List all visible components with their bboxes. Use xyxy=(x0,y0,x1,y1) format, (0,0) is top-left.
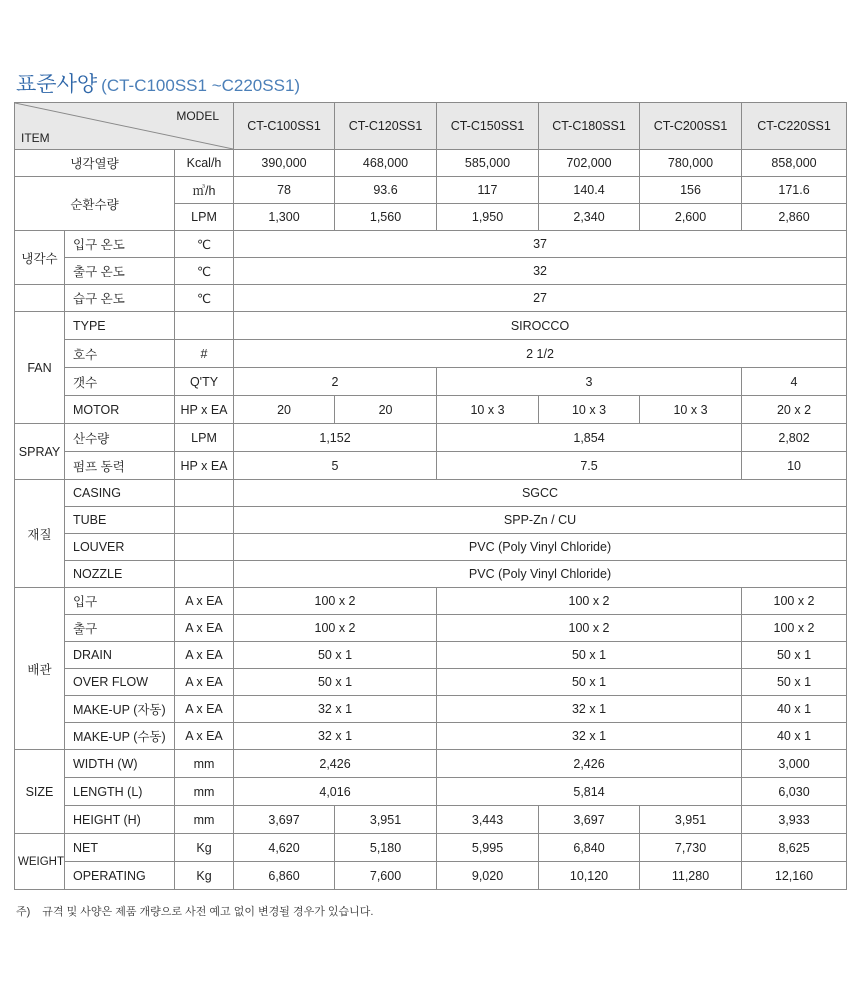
row-label: CASING xyxy=(65,480,175,507)
row-label: MOTOR xyxy=(65,396,175,424)
group-label: FAN xyxy=(15,312,65,424)
material-tube-row xyxy=(15,507,847,534)
model-label: MODEL xyxy=(176,109,220,123)
unit-cell: HP x EA xyxy=(175,452,234,480)
value-cell: 117 xyxy=(437,177,539,204)
unit-cell: Kg xyxy=(175,834,234,862)
spec-table xyxy=(14,102,847,890)
unit-cell: # xyxy=(175,340,234,368)
value-cell: 3,697 xyxy=(234,806,335,834)
row-label: 산수량 xyxy=(65,424,175,452)
unit-cell: A x EA xyxy=(175,696,234,723)
unit-cell: A x EA xyxy=(175,642,234,669)
value-cell: 2,426 xyxy=(234,750,437,778)
header-row xyxy=(15,103,847,150)
value-cell: 100 x 2 xyxy=(437,588,742,615)
value-cell: 100 x 2 xyxy=(742,588,847,615)
weight-net-row xyxy=(15,834,847,862)
value-cell: 2,600 xyxy=(640,204,742,231)
value-cell: SGCC xyxy=(234,480,847,507)
unit-cell: ℃ xyxy=(175,285,234,312)
group-label: 재질 xyxy=(15,480,65,588)
value-cell: PVC (Poly Vinyl Chloride) xyxy=(234,534,847,561)
row-label: 출구 온도 xyxy=(65,258,175,285)
value-cell: 2,426 xyxy=(437,750,742,778)
value-cell: 32 x 1 xyxy=(437,723,742,750)
value-cell: 6,860 xyxy=(234,862,335,890)
circulation-m3h-row xyxy=(15,177,847,204)
row-label: HEIGHT (H) xyxy=(65,806,175,834)
unit-cell: Q'TY xyxy=(175,368,234,396)
size-length-row xyxy=(15,778,847,806)
row-label: 출구 xyxy=(65,615,175,642)
value-cell: 50 x 1 xyxy=(437,642,742,669)
value-cell: 2 xyxy=(234,368,437,396)
unit-cell: A x EA xyxy=(175,588,234,615)
value-cell: 2 1/2 xyxy=(234,340,847,368)
spray-flow-row xyxy=(15,424,847,452)
value-cell: 50 x 1 xyxy=(742,642,847,669)
value-cell: 171.6 xyxy=(742,177,847,204)
footnote xyxy=(16,903,373,919)
unit-cell: LPM xyxy=(175,204,234,231)
row-label: DRAIN xyxy=(65,642,175,669)
row-label: 냉각열량 xyxy=(15,150,175,177)
row-label: NOZZLE xyxy=(65,561,175,588)
value-cell: 78 xyxy=(234,177,335,204)
value-cell: 50 x 1 xyxy=(742,669,847,696)
value-cell: 1,560 xyxy=(335,204,437,231)
value-cell: 12,160 xyxy=(742,862,847,890)
value-cell: 37 xyxy=(234,231,847,258)
model-item-header xyxy=(15,103,234,150)
material-nozzle-row xyxy=(15,561,847,588)
piping-outlet-row xyxy=(15,615,847,642)
value-cell: 156 xyxy=(640,177,742,204)
group-label: WEIGHT xyxy=(15,834,65,890)
group-label: 냉각수 xyxy=(15,231,65,285)
value-cell: 10 x 3 xyxy=(437,396,539,424)
spray-pump-row xyxy=(15,452,847,480)
unit-cell: ℃ xyxy=(175,231,234,258)
footnote-text: 규격 및 사양은 제품 개량으로 사전 예고 없이 변경될 경우가 있습니다. xyxy=(42,906,374,918)
value-cell: 2,340 xyxy=(539,204,640,231)
value-cell: 100 x 2 xyxy=(742,615,847,642)
value-cell: 390,000 xyxy=(234,150,335,177)
value-cell: 10 xyxy=(742,452,847,480)
model-col-4: CT-C180SS1 xyxy=(539,103,640,150)
model-col-2: CT-C120SS1 xyxy=(335,103,437,150)
value-cell: 100 x 2 xyxy=(234,588,437,615)
model-col-5: CT-C200SS1 xyxy=(640,103,742,150)
row-label: 펌프 동력 xyxy=(65,452,175,480)
value-cell: 7.5 xyxy=(437,452,742,480)
value-cell: SPP-Zn / CU xyxy=(234,507,847,534)
value-cell: 5,995 xyxy=(437,834,539,862)
fan-qty-row xyxy=(15,368,847,396)
footnote-mark: 주) xyxy=(16,906,31,918)
value-cell: 2,802 xyxy=(742,424,847,452)
fan-size-row xyxy=(15,340,847,368)
unit-cell: ㎥/h xyxy=(175,177,234,204)
unit-cell: mm xyxy=(175,778,234,806)
row-label: MAKE-UP (자동) xyxy=(65,696,175,723)
unit-cell xyxy=(175,507,234,534)
row-label: 호수 xyxy=(65,340,175,368)
value-cell: 4,620 xyxy=(234,834,335,862)
fan-motor-row xyxy=(15,396,847,424)
fan-type-row xyxy=(15,312,847,340)
value-cell: 8,625 xyxy=(742,834,847,862)
unit-cell: Kcal/h xyxy=(175,150,234,177)
value-cell: 32 x 1 xyxy=(234,723,437,750)
value-cell: 27 xyxy=(234,285,847,312)
value-cell: 9,020 xyxy=(437,862,539,890)
value-cell: 3,443 xyxy=(437,806,539,834)
row-label: OPERATING xyxy=(65,862,175,890)
value-cell: 3 xyxy=(437,368,742,396)
water-inlet-row xyxy=(15,231,847,258)
title-main: 표준사양 xyxy=(16,73,98,96)
model-col-3: CT-C150SS1 xyxy=(437,103,539,150)
unit-cell: LPM xyxy=(175,424,234,452)
value-cell: 32 x 1 xyxy=(234,696,437,723)
piping-overflow-row xyxy=(15,669,847,696)
value-cell: 4,016 xyxy=(234,778,437,806)
value-cell: 7,730 xyxy=(640,834,742,862)
unit-cell xyxy=(175,312,234,340)
row-label: 순환수량 xyxy=(15,177,175,231)
value-cell: 6,840 xyxy=(539,834,640,862)
water-outlet-row xyxy=(15,258,847,285)
cooling-row xyxy=(15,150,847,177)
unit-cell: Kg xyxy=(175,862,234,890)
value-cell: 780,000 xyxy=(640,150,742,177)
material-casing-row xyxy=(15,480,847,507)
row-label: 입구 xyxy=(65,588,175,615)
row-label: TYPE xyxy=(65,312,175,340)
weight-operating-row xyxy=(15,862,847,890)
value-cell: 5 xyxy=(234,452,437,480)
value-cell: 4 xyxy=(742,368,847,396)
size-width-row xyxy=(15,750,847,778)
value-cell: 93.6 xyxy=(335,177,437,204)
value-cell: 3,000 xyxy=(742,750,847,778)
value-cell: 3,951 xyxy=(335,806,437,834)
value-cell: 702,000 xyxy=(539,150,640,177)
value-cell: 858,000 xyxy=(742,150,847,177)
unit-cell: A x EA xyxy=(175,615,234,642)
model-col-1: CT-C100SS1 xyxy=(234,103,335,150)
value-cell: 585,000 xyxy=(437,150,539,177)
unit-cell: HP x EA xyxy=(175,396,234,424)
value-cell: 50 x 1 xyxy=(234,642,437,669)
value-cell: 20 xyxy=(335,396,437,424)
value-cell: 1,950 xyxy=(437,204,539,231)
group-label: 배관 xyxy=(15,588,65,750)
unit-cell: A x EA xyxy=(175,723,234,750)
value-cell: 3,951 xyxy=(640,806,742,834)
row-label: 입구 온도 xyxy=(65,231,175,258)
value-cell: 5,814 xyxy=(437,778,742,806)
value-cell: 1,854 xyxy=(437,424,742,452)
unit-cell xyxy=(175,480,234,507)
row-label: NET xyxy=(65,834,175,862)
value-cell: 20 x 2 xyxy=(742,396,847,424)
value-cell: 3,933 xyxy=(742,806,847,834)
value-cell: 468,000 xyxy=(335,150,437,177)
row-label: LOUVER xyxy=(65,534,175,561)
value-cell: 11,280 xyxy=(640,862,742,890)
title-sub: (CT-C100SS1 ~C220SS1) xyxy=(101,76,301,95)
value-cell: 32 x 1 xyxy=(437,696,742,723)
value-cell: PVC (Poly Vinyl Chloride) xyxy=(234,561,847,588)
unit-cell: mm xyxy=(175,750,234,778)
value-cell: 2,860 xyxy=(742,204,847,231)
row-label: OVER FLOW xyxy=(65,669,175,696)
value-cell: 100 x 2 xyxy=(234,615,437,642)
value-cell: 10 x 3 xyxy=(539,396,640,424)
unit-cell: ℃ xyxy=(175,258,234,285)
unit-cell: mm xyxy=(175,806,234,834)
value-cell: 5,180 xyxy=(335,834,437,862)
group-label: SPRAY xyxy=(15,424,65,480)
group-label-empty xyxy=(15,285,65,312)
value-cell: 10 x 3 xyxy=(640,396,742,424)
unit-cell: A x EA xyxy=(175,669,234,696)
model-col-6: CT-C220SS1 xyxy=(742,103,847,150)
row-label: TUBE xyxy=(65,507,175,534)
value-cell: 3,697 xyxy=(539,806,640,834)
group-label: SIZE xyxy=(15,750,65,834)
value-cell: 10,120 xyxy=(539,862,640,890)
row-label: 습구 온도 xyxy=(65,285,175,312)
value-cell: 20 xyxy=(234,396,335,424)
size-height-row xyxy=(15,806,847,834)
material-louver-row xyxy=(15,534,847,561)
value-cell: 50 x 1 xyxy=(437,669,742,696)
value-cell: 7,600 xyxy=(335,862,437,890)
page-title xyxy=(16,68,300,98)
value-cell: 100 x 2 xyxy=(437,615,742,642)
value-cell: SIROCCO xyxy=(234,312,847,340)
unit-cell xyxy=(175,534,234,561)
value-cell: 40 x 1 xyxy=(742,723,847,750)
value-cell: 32 xyxy=(234,258,847,285)
unit-cell xyxy=(175,561,234,588)
piping-makeup-manual-row xyxy=(15,723,847,750)
item-label: ITEM xyxy=(21,131,50,145)
value-cell: 50 x 1 xyxy=(234,669,437,696)
row-label: MAKE-UP (수동) xyxy=(65,723,175,750)
row-label: WIDTH (W) xyxy=(65,750,175,778)
piping-inlet-row xyxy=(15,588,847,615)
row-label: LENGTH (L) xyxy=(65,778,175,806)
value-cell: 40 x 1 xyxy=(742,696,847,723)
piping-makeup-auto-row xyxy=(15,696,847,723)
value-cell: 1,300 xyxy=(234,204,335,231)
value-cell: 1,152 xyxy=(234,424,437,452)
value-cell: 140.4 xyxy=(539,177,640,204)
wetbulb-row xyxy=(15,285,847,312)
row-label: 갯수 xyxy=(65,368,175,396)
value-cell: 6,030 xyxy=(742,778,847,806)
piping-drain-row xyxy=(15,642,847,669)
